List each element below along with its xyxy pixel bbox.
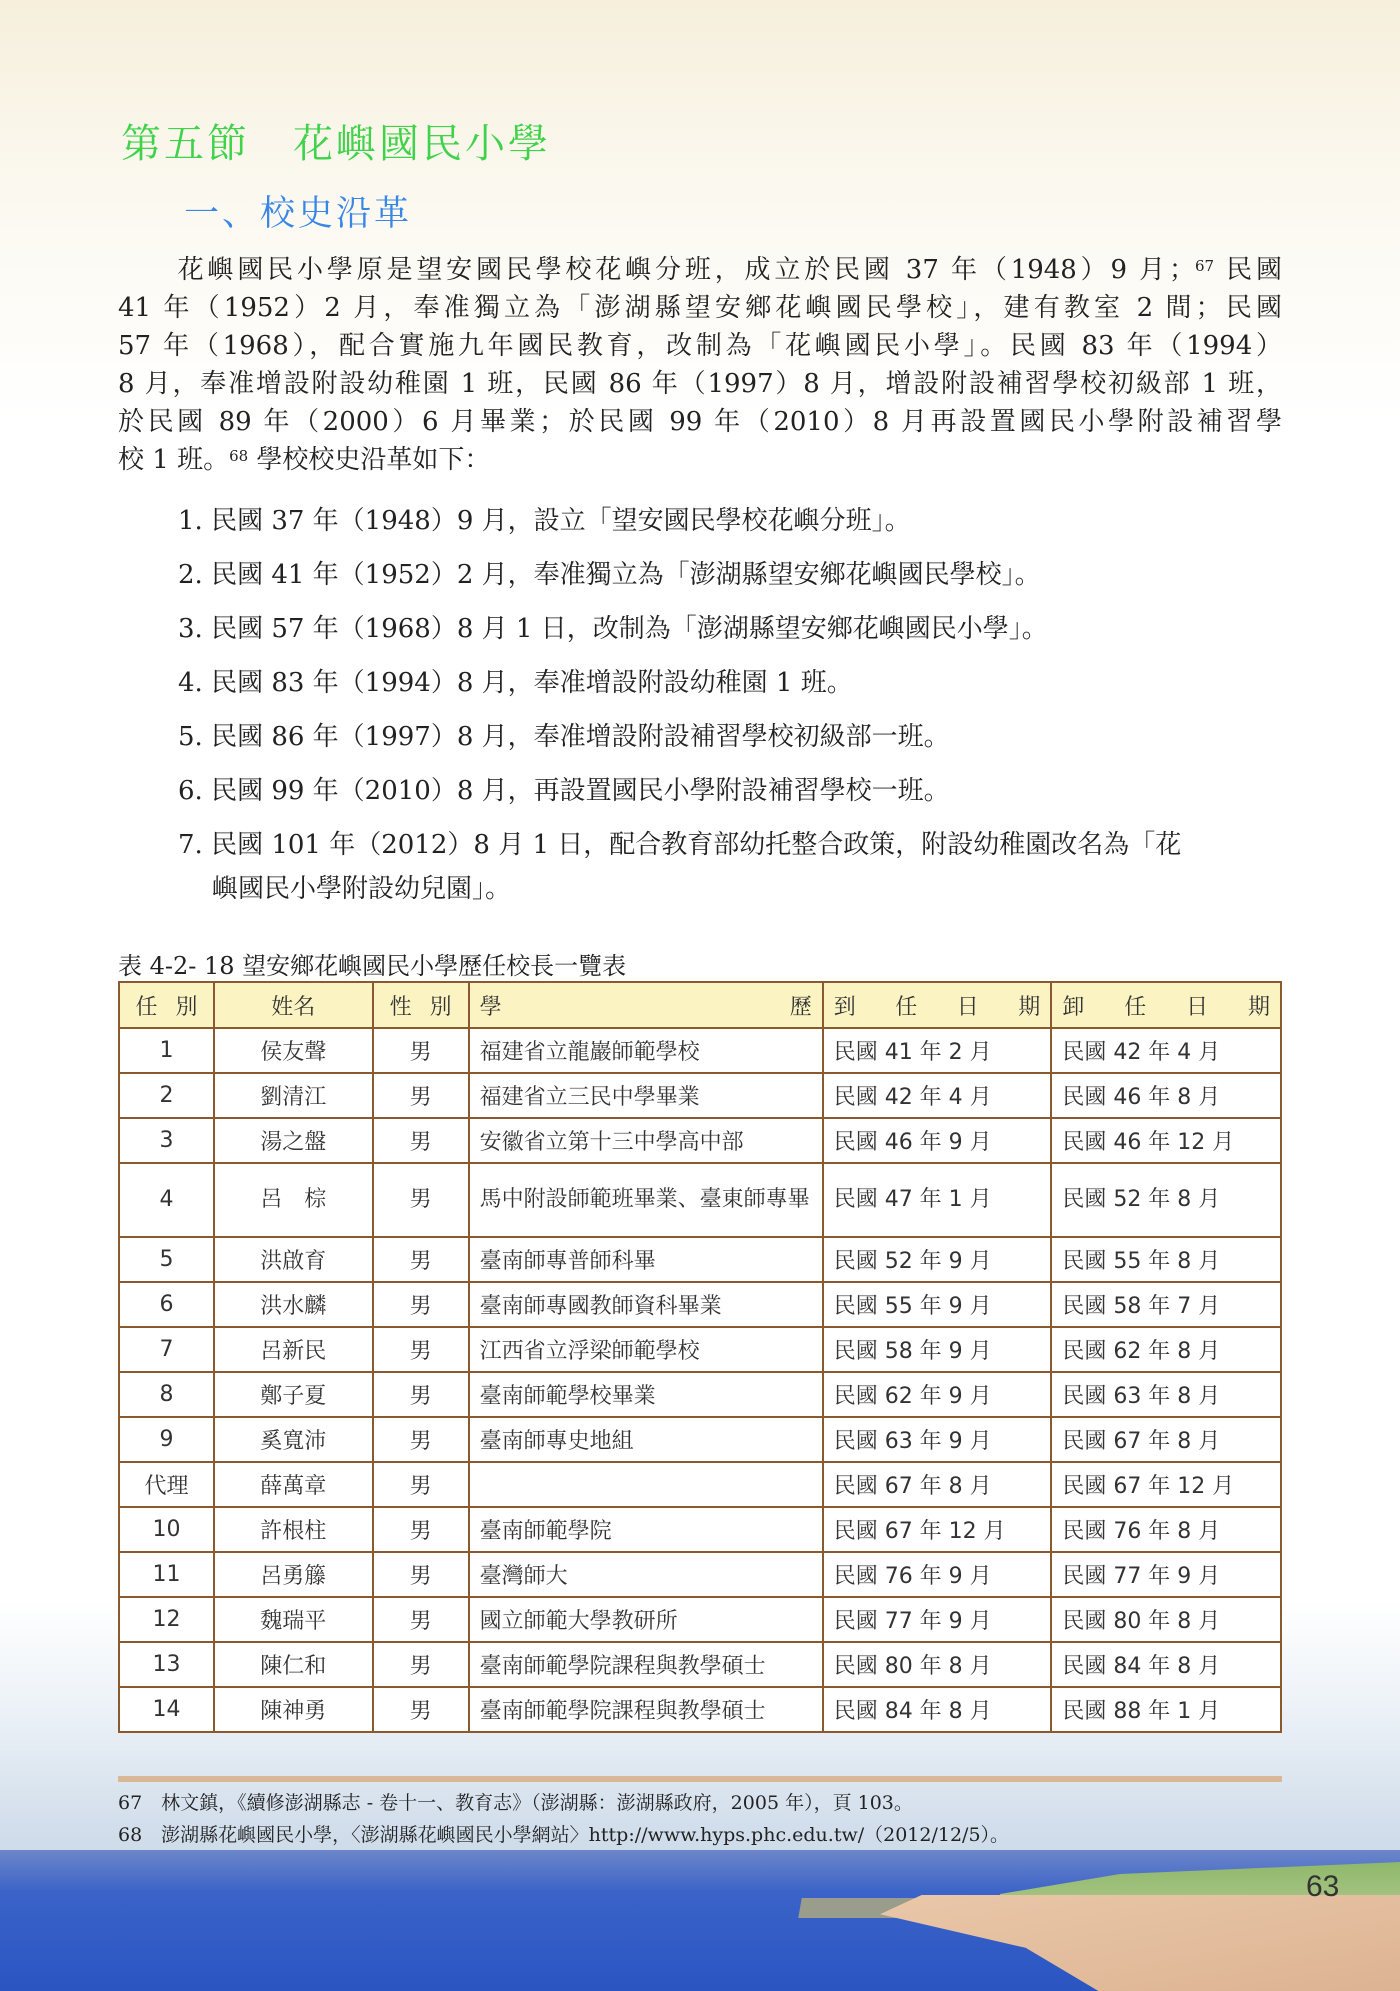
header-label <box>1062 990 1270 1021</box>
cell-end-date: 民國 62 年 8 月 <box>1051 1327 1281 1372</box>
cell-name: 湯之盤 <box>214 1118 373 1163</box>
cell-education: 安徽省立第十三中學高中部 <box>469 1118 823 1163</box>
table-row <box>119 1073 1281 1118</box>
header-text: 到 <box>833 994 856 1020</box>
cell-education: 馬中附設師範班畢業、臺東師專畢 <box>469 1163 823 1237</box>
cell-gender: 男 <box>373 1327 469 1372</box>
header-text: 學 <box>479 994 502 1020</box>
header-start-date <box>823 982 1052 1028</box>
cell-name: 洪水麟 <box>214 1282 373 1327</box>
cell-term: 5 <box>119 1237 214 1282</box>
header-text: 任 <box>1124 994 1147 1020</box>
cell-education: 國立師範大學教研所 <box>469 1597 823 1642</box>
list-item: 5. 民國 86 年（1997）8 月，奉准增設附設補習學校初級部一班。 <box>178 722 950 752</box>
cell-term: 12 <box>119 1597 214 1642</box>
footnote: 67 林文鎮，《續修澎湖縣志 - 卷十一、教育志》（澎湖縣：澎湖縣政府，2005 年），頁 103。 <box>118 1792 913 1814</box>
cell-start-date: 民國 41 年 2 月 <box>823 1028 1052 1073</box>
paragraph-line: 於民國 89 年（2000）6 月畢業；於民國 99 年（2010）8 月再設置國民小學附設補習學 <box>118 407 1282 437</box>
cell-education: 臺南師範學院課程與教學碩士 <box>469 1687 823 1732</box>
table-row <box>119 1163 1281 1237</box>
cell-term: 1 <box>119 1028 214 1073</box>
text: 校 1 班。 <box>118 445 230 475</box>
header-text: 期 <box>1018 994 1041 1020</box>
cell-gender: 男 <box>373 1028 469 1073</box>
header-text: 日 <box>1186 994 1209 1020</box>
cell-start-date: 民國 67 年 8 月 <box>823 1462 1052 1507</box>
table-header-row <box>119 982 1281 1028</box>
section-title: 第五節 花嶼國民小學 <box>121 121 551 167</box>
table-row <box>119 1327 1281 1372</box>
cell-start-date: 民國 77 年 9 月 <box>823 1597 1052 1642</box>
table-row <box>119 1507 1281 1552</box>
cell-end-date: 民國 84 年 8 月 <box>1051 1642 1281 1687</box>
header-text: 卸 <box>1062 994 1085 1020</box>
header-text: 別 <box>429 994 452 1020</box>
header-label <box>834 990 1041 1021</box>
cell-start-date: 民國 58 年 9 月 <box>823 1327 1052 1372</box>
paragraph-line: 57 年（1968），配合實施九年國民教育，改制為「花嶼國民小學」。民國 83 年（1994） <box>118 331 1282 361</box>
cell-term: 14 <box>119 1687 214 1732</box>
cell-gender: 男 <box>373 1642 469 1687</box>
cell-name: 魏瑞平 <box>214 1597 373 1642</box>
header-end-date <box>1051 982 1281 1028</box>
cell-end-date: 民國 55 年 8 月 <box>1051 1237 1281 1282</box>
cell-education: 臺南師專普師科畢 <box>469 1237 823 1282</box>
paragraph-line: 8 月，奉准增設附設幼稚園 1 班，民國 86 年（1997）8 月，增設附設補習學校初級部 1 班， <box>118 369 1282 399</box>
cell-start-date: 民國 76 年 9 月 <box>823 1552 1052 1597</box>
cell-name: 呂 棕 <box>214 1163 373 1237</box>
table-row <box>119 1597 1281 1642</box>
table-row <box>119 1372 1281 1417</box>
cell-end-date: 民國 88 年 1 月 <box>1051 1687 1281 1732</box>
cell-start-date: 民國 84 年 8 月 <box>823 1687 1052 1732</box>
cell-end-date: 民國 46 年 12 月 <box>1051 1118 1281 1163</box>
header-name <box>214 982 373 1028</box>
cell-end-date: 民國 80 年 8 月 <box>1051 1597 1281 1642</box>
cell-start-date: 民國 52 年 9 月 <box>823 1237 1052 1282</box>
cell-gender: 男 <box>373 1073 469 1118</box>
cell-gender: 男 <box>373 1552 469 1597</box>
cell-end-date: 民國 58 年 7 月 <box>1051 1282 1281 1327</box>
cell-end-date: 民國 52 年 8 月 <box>1051 1163 1281 1237</box>
cell-name: 鄭子夏 <box>214 1372 373 1417</box>
cell-term: 8 <box>119 1372 214 1417</box>
header-text: 姓名 <box>271 994 316 1020</box>
header-text: 性 <box>389 994 412 1020</box>
table-row <box>119 1118 1281 1163</box>
cell-start-date: 民國 63 年 9 月 <box>823 1417 1052 1462</box>
cell-term: 11 <box>119 1552 214 1597</box>
text: 學校校史沿革如下： <box>248 445 491 475</box>
cell-term: 7 <box>119 1327 214 1372</box>
cell-name: 劉清江 <box>214 1073 373 1118</box>
footnote: 68 澎湖縣花嶼國民小學，〈澎湖縣花嶼國民小學網站〉http://www.hyps.phc.edu.tw/（2012/12/5）。 <box>118 1824 1010 1846</box>
cell-name: 洪啟育 <box>214 1237 373 1282</box>
cell-name: 奚寬沛 <box>214 1417 373 1462</box>
cell-education: 臺南師專史地組 <box>469 1417 823 1462</box>
table-caption: 表 4-2- 18 望安鄉花嶼國民小學歷任校長一覽表 <box>118 952 627 980</box>
cell-gender: 男 <box>373 1507 469 1552</box>
header-label <box>480 990 812 1021</box>
cell-name: 侯友聲 <box>214 1028 373 1073</box>
header-text: 日 <box>956 994 979 1020</box>
cell-term: 3 <box>119 1118 214 1163</box>
list-item-continuation: 嶼國民小學附設幼兒園」。 <box>212 874 512 904</box>
list-item: 6. 民國 99 年（2010）8 月，再設置國民小學附設補習學校一班。 <box>178 776 950 806</box>
cell-start-date: 民國 46 年 9 月 <box>823 1118 1052 1163</box>
footnote-ref[interactable]: 68 <box>229 447 249 465</box>
cell-name: 陳神勇 <box>214 1687 373 1732</box>
cell-gender: 男 <box>373 1372 469 1417</box>
header-text: 任 <box>135 994 158 1020</box>
cell-education: 臺灣師大 <box>469 1552 823 1597</box>
cell-end-date: 民國 76 年 8 月 <box>1051 1507 1281 1552</box>
cell-education <box>469 1462 823 1507</box>
text: 花嶼國民小學原是望安國民學校花嶼分班，成立於民國 37 年（1948）9 月； <box>118 255 1195 285</box>
cell-end-date: 民國 42 年 4 月 <box>1051 1028 1281 1073</box>
cell-end-date: 民國 77 年 9 月 <box>1051 1552 1281 1597</box>
list-item: 7. 民國 101 年（2012）8 月 1 日，配合教育部幼托整合政策，附設幼稚園改名為「花 <box>178 830 1182 860</box>
subsection-title: 一、校史沿革 <box>184 194 413 234</box>
table-row <box>119 1642 1281 1687</box>
cell-gender: 男 <box>373 1282 469 1327</box>
cell-term: 10 <box>119 1507 214 1552</box>
cell-term: 2 <box>119 1073 214 1118</box>
list-item: 2. 民國 41 年（1952）2 月，奉准獨立為「澎湖縣望安鄉花嶼國民學校」。 <box>178 560 1041 590</box>
cell-term: 6 <box>119 1282 214 1327</box>
cell-term: 4 <box>119 1163 214 1237</box>
principals-table <box>118 981 1282 1733</box>
cell-gender: 男 <box>373 1163 469 1237</box>
cell-name: 呂勇籐 <box>214 1552 373 1597</box>
table-row <box>119 1237 1281 1282</box>
cell-gender: 男 <box>373 1687 469 1732</box>
cell-gender: 男 <box>373 1597 469 1642</box>
header-text: 任 <box>895 994 918 1020</box>
header-gender <box>373 982 469 1028</box>
cell-education: 福建省立三民中學畢業 <box>469 1073 823 1118</box>
header-education <box>469 982 823 1028</box>
cell-gender: 男 <box>373 1237 469 1282</box>
cell-education: 福建省立龍巖師範學校 <box>469 1028 823 1073</box>
list-item: 3. 民國 57 年（1968）8 月 1 日，改制為「澎湖縣望安鄉花嶼國民小學」。 <box>178 614 1048 644</box>
cell-gender: 男 <box>373 1462 469 1507</box>
cell-start-date: 民國 80 年 8 月 <box>823 1642 1052 1687</box>
cell-name: 許根柱 <box>214 1507 373 1552</box>
header-text: 別 <box>175 994 198 1020</box>
table-row <box>119 1552 1281 1597</box>
cell-end-date: 民國 67 年 12 月 <box>1051 1462 1281 1507</box>
cell-term: 代理 <box>119 1462 214 1507</box>
cell-education: 臺南師範學院課程與教學碩士 <box>469 1642 823 1687</box>
list-item: 4. 民國 83 年（1994）8 月，奉准增設附設幼稚園 1 班。 <box>178 668 853 698</box>
list-item: 1. 民國 37 年（1948）9 月，設立「望安國民學校花嶼分班」。 <box>178 506 911 536</box>
paragraph-line <box>118 251 1282 289</box>
cell-end-date: 民國 63 年 8 月 <box>1051 1372 1281 1417</box>
header-term <box>119 982 214 1028</box>
cell-education: 臺南師範學院 <box>469 1507 823 1552</box>
cell-education: 臺南師專國教師資科畢業 <box>469 1282 823 1327</box>
header-text: 歷 <box>789 994 812 1020</box>
cell-name: 陳仁和 <box>214 1642 373 1687</box>
paragraph-line: 41 年（1952）2 月，奉准獨立為「澎湖縣望安鄉花嶼國民學校」，建有教室 2 間；民國 <box>118 293 1282 323</box>
cell-end-date: 民國 46 年 8 月 <box>1051 1073 1281 1118</box>
cell-start-date: 民國 47 年 1 月 <box>823 1163 1052 1237</box>
header-label <box>225 990 362 1021</box>
cell-start-date: 民國 67 年 12 月 <box>823 1507 1052 1552</box>
table-row <box>119 1417 1281 1462</box>
cell-name: 呂新民 <box>214 1327 373 1372</box>
header-label <box>130 990 203 1021</box>
header-label <box>384 990 458 1021</box>
paragraph-line <box>118 441 1282 479</box>
cell-education: 江西省立浮梁師範學校 <box>469 1327 823 1372</box>
table-row <box>119 1462 1281 1507</box>
text: 民國 <box>1214 255 1282 285</box>
cell-start-date: 民國 62 年 9 月 <box>823 1372 1052 1417</box>
header-text: 期 <box>1247 994 1270 1020</box>
footnote-divider <box>118 1776 1282 1782</box>
table-row <box>119 1282 1281 1327</box>
cell-start-date: 民國 42 年 4 月 <box>823 1073 1052 1118</box>
cell-gender: 男 <box>373 1417 469 1462</box>
cell-gender: 男 <box>373 1118 469 1163</box>
cell-education: 臺南師範學校畢業 <box>469 1372 823 1417</box>
table-row <box>119 1028 1281 1073</box>
cell-name: 薛萬章 <box>214 1462 373 1507</box>
page-number: 63 <box>1306 1870 1340 1903</box>
cell-end-date: 民國 67 年 8 月 <box>1051 1417 1281 1462</box>
cell-term: 13 <box>119 1642 214 1687</box>
footnote-ref[interactable]: 67 <box>1194 257 1215 275</box>
table-row <box>119 1687 1281 1732</box>
cell-term: 9 <box>119 1417 214 1462</box>
cell-start-date: 民國 55 年 9 月 <box>823 1282 1052 1327</box>
